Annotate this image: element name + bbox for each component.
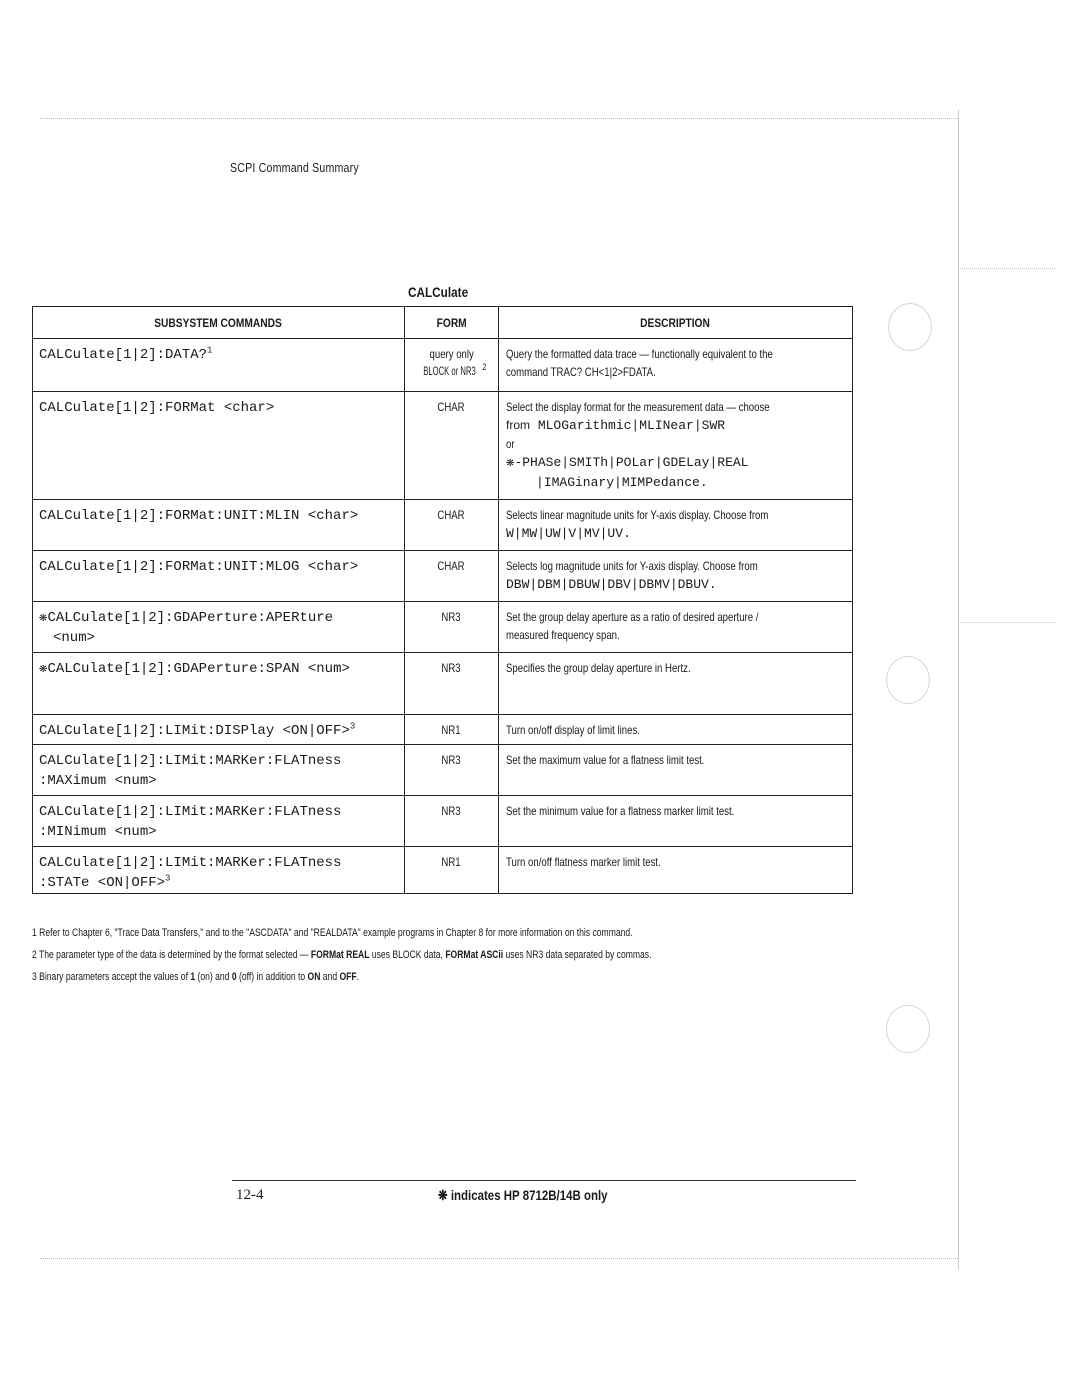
right-page-edge (958, 110, 959, 1270)
description-cell: Turn on/off display of limit lines. (499, 715, 853, 745)
command-cell: CALCulate[1|2]:LIMit:DISPlay <ON|OFF>$^3$ (33, 715, 405, 745)
description-cell: Set the maximum value for a flatness limit test. (499, 745, 853, 796)
footnotes (32, 922, 932, 988)
form-cell: query only BLOCK or NR3 $^2$ (405, 339, 499, 392)
footer-note: ❋ indicates HP 8712B/14B only (438, 1187, 608, 1203)
page-number: 12-4 (236, 1187, 264, 1203)
description-cell: Turn on/off flatness marker limit test. (499, 847, 853, 894)
table-row (33, 551, 853, 602)
command-cell: ❋CALCulate[1|2]:GDAPerture:SPAN <num> (33, 653, 405, 715)
command-cell: CALCulate[1|2]:FORMat:UNIT:MLOG <char> (33, 551, 405, 602)
table-title: CALCulate (408, 284, 469, 300)
punch-hole-mark (886, 1005, 930, 1053)
footer-rule (232, 1180, 856, 1181)
description-cell: Specifies the group delay aperture in Hertz. (499, 653, 853, 715)
table-row (33, 653, 853, 715)
hp-8712b-symbol-icon: ❋ (39, 610, 48, 626)
edge-tick-mark (960, 268, 1055, 269)
form-cell: CHAR (405, 392, 499, 500)
table-row (33, 847, 853, 894)
running-head: SCPI Command Summary (230, 160, 359, 175)
table-row (33, 602, 853, 653)
command-cell: CALCulate[1|2]:DATA?$^1$ (33, 339, 405, 392)
command-table (32, 306, 853, 894)
command-cell: CALCulate[1|2]:LIMit:MARKer:FLATness :STATe <ON|OFF>$^3$ (33, 847, 405, 894)
command-cell: ❋CALCulate[1|2]:GDAPerture:APERture <num> (33, 602, 405, 653)
description-cell: Selects linear magnitude units for Y-axis display. Choose from W|MW|UW|V|MV|UV. (499, 500, 853, 551)
footnote-1: 1 Refer to Chapter 6, "Trace Data Transfers," and to the "ASCDATA" and "REALDATA" example programs in Chapter 8 for more information on this command. (32, 927, 633, 939)
top-scan-border (40, 118, 958, 119)
header-commands: SUBSYSTEM COMMANDS (33, 307, 405, 339)
command-cell: CALCulate[1|2]:LIMit:MARKer:FLATness :MINimum <num> (33, 796, 405, 847)
table-row (33, 392, 853, 500)
form-cell: NR3 (405, 653, 499, 715)
description-cell: Set the minimum value for a flatness marker limit test. (499, 796, 853, 847)
table-row (33, 500, 853, 551)
punch-hole-mark (888, 303, 932, 351)
table-header-row (33, 307, 853, 339)
table-row (33, 796, 853, 847)
punch-hole-mark (886, 656, 930, 704)
command-cell: CALCulate[1|2]:LIMit:MARKer:FLATness :MAXimum <num> (33, 745, 405, 796)
footnote-3: 3 Binary parameters accept the values of 1 (on) and 0 (off) in addition to ON and OFF. (32, 971, 360, 983)
description-cell: Query the formatted data trace — functionally equivalent to the command TRAC? CH<1|2>FDATA. (499, 339, 853, 392)
hp-8712b-symbol-icon: ❋ (438, 1187, 448, 1203)
command-cell: CALCulate[1|2]:FORMat:UNIT:MLIN <char> (33, 500, 405, 551)
command-cell: CALCulate[1|2]:FORMat <char> (33, 392, 405, 500)
hp-8712b-symbol-icon: ❋ (39, 661, 48, 677)
edge-tick-mark (960, 622, 1055, 623)
header-form: FORM (405, 307, 499, 339)
form-cell: NR1 (405, 715, 499, 745)
form-cell: NR3 (405, 745, 499, 796)
table-row (33, 745, 853, 796)
table-row (33, 715, 853, 745)
description-cell: Selects log magnitude units for Y-axis display. Choose from DBW|DBM|DBUW|DBV|DBMV|DBUV. (499, 551, 853, 602)
form-cell: CHAR (405, 551, 499, 602)
description-cell: Select the display format for the measurement data — choose from MLOGarithmic|MLINear|SWR or ❋-PHASe|SMITh|POLar|GDELay|REAL |IMAGinary|MIMPedance. (499, 392, 853, 500)
header-description: DESCRIPTION (499, 307, 853, 339)
form-cell: NR1 (405, 847, 499, 894)
bottom-scan-border (40, 1258, 958, 1259)
form-cell: NR3 (405, 796, 499, 847)
hp-8712b-symbol-icon: ❋ (506, 455, 515, 471)
table-row (33, 339, 853, 392)
form-cell: CHAR (405, 500, 499, 551)
form-cell: NR3 (405, 602, 499, 653)
description-cell: Set the group delay aperture as a ratio of desired aperture / measured frequency span. (499, 602, 853, 653)
footnote-2: 2 The parameter type of the data is determined by the format selected — FORMat REAL uses BLOCK data, FORMat ASCii uses NR3 data separated by commas. (32, 949, 652, 961)
